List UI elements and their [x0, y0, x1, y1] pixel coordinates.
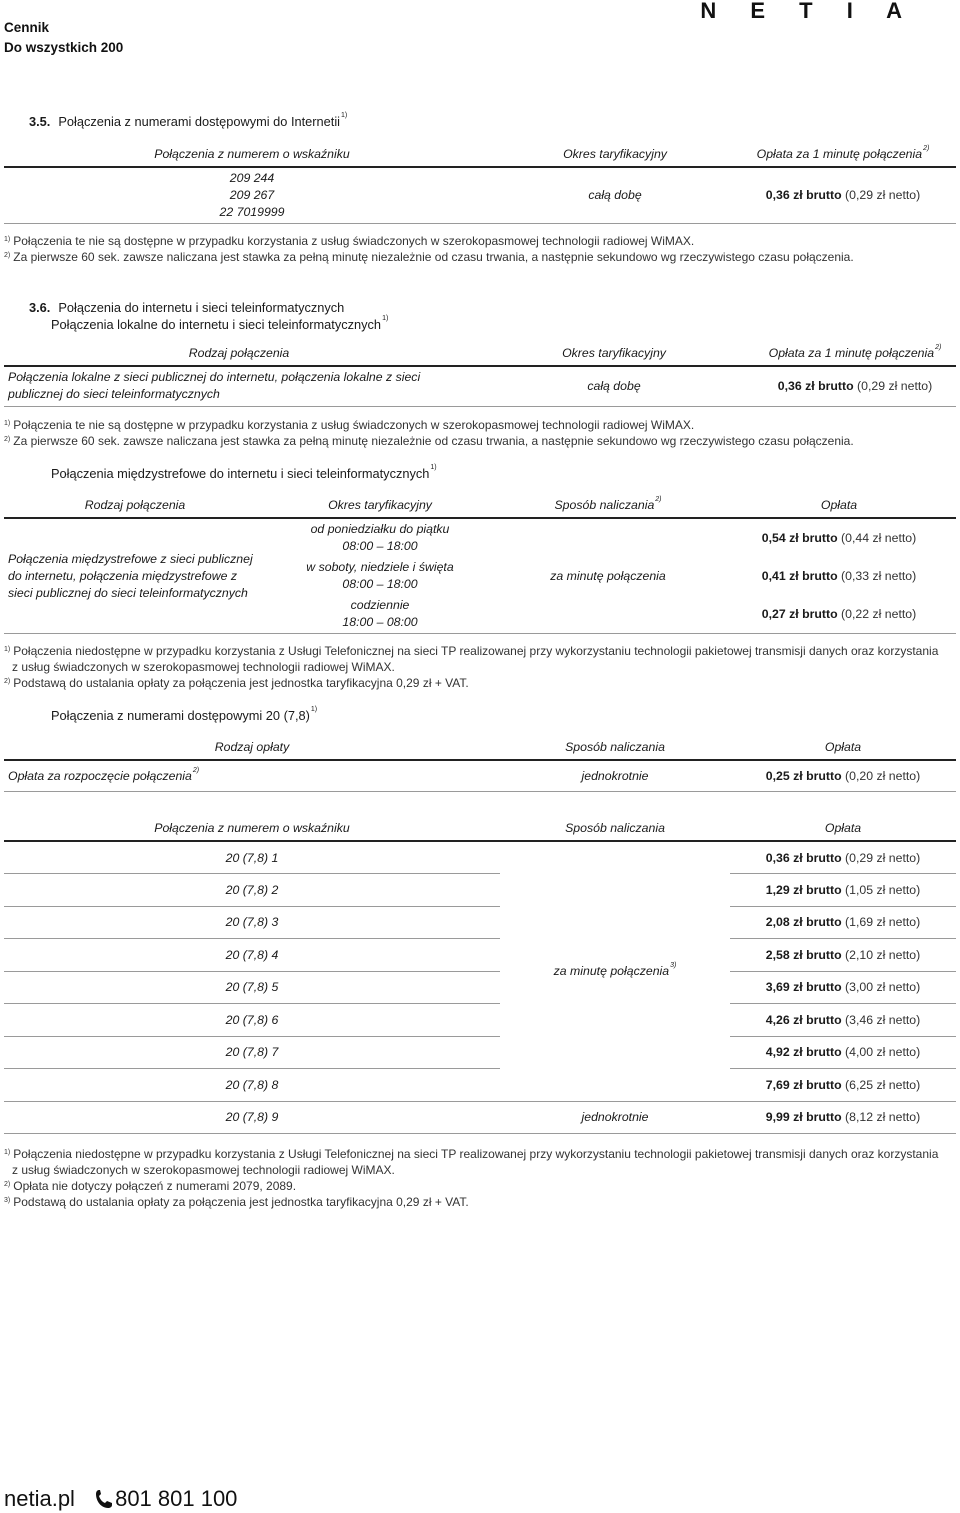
table-row: [4, 939, 956, 972]
table-row: [4, 1101, 956, 1133]
table-20-numbers: [4, 815, 956, 1134]
col-header-fee-type: Rodzaj opłaty: [4, 734, 500, 760]
col-header-type: Rodzaj połączenia: [4, 340, 474, 366]
section-3-6-subtitle: Połączenia lokalne do internetu i sieci teleinformatycznych$^{1)}$: [51, 315, 389, 332]
number-code: 20 (7,8) 8: [4, 1069, 500, 1102]
col-header-method: Sposób naliczania: [500, 815, 730, 841]
website-link[interactable]: netia.pl: [4, 1486, 75, 1511]
access-numbers: 209 244 209 267 22 7019999: [4, 167, 500, 223]
number-code: 20 (7,8) 6: [4, 1004, 500, 1037]
col-header-type: Rodzaj połączenia: [4, 492, 266, 518]
period-weekend: w soboty, niedziele i święta 08:00 – 18:00: [306, 560, 454, 591]
connection-type-cell: Połączenia międzystrefowe z sieci publicznej do internetu, połączenia międzystrefowe z sieci publicznej do sieci teleinformatycznych: [4, 518, 266, 634]
number-fee: 4,26 zł brutto (3,46 zł netto): [730, 1004, 956, 1037]
col-header-method: Sposób naliczania$^{2)}$: [494, 492, 722, 518]
table-row: [4, 906, 956, 939]
phone-number: 801 801 100: [115, 1486, 238, 1511]
col-header-number: Połączenia z numerem o wskaźniku: [4, 141, 500, 167]
number-fee: 3,69 zł brutto (3,00 zł netto): [730, 971, 956, 1004]
number-code: 20 (7,8) 7: [4, 1036, 500, 1069]
method-once: jednokrotnie: [500, 1101, 730, 1133]
col-header-period: Okres taryfikacyjny: [474, 340, 754, 366]
footer: [4, 1486, 237, 1512]
section-number: 3.5.: [29, 114, 51, 129]
number-code: 20 (7,8) 1: [4, 841, 500, 874]
table-20-start-fee: [4, 734, 956, 792]
number-code: 20 (7,8) 5: [4, 971, 500, 1004]
fee-night: 0,27 zł brutto (0,22 zł netto): [722, 595, 956, 634]
connection-type-cell: Połączenia lokalne z sieci publicznej do internetu, połączenia lokalne z sieci publicznej do sieci teleinformatycznych: [4, 366, 474, 406]
start-fee-value: 0,25 zł brutto (0,20 zł netto): [730, 760, 956, 791]
section-number: 3.6.: [29, 300, 51, 315]
method-cell: za minutę połączenia: [494, 518, 722, 634]
col-header-fee: Opłata: [730, 734, 956, 760]
section-3-6-title: 3.6. Połączenia do internetu i sieci teleinformatycznych: [29, 300, 345, 315]
col-header-fee: Opłata: [722, 492, 956, 518]
col-header-method: Sposób naliczania: [500, 734, 730, 760]
number-fee: 7,69 zł brutto (6,25 zł netto): [730, 1069, 956, 1102]
period-cell: całą dobę: [474, 366, 754, 406]
table-local-internet: [4, 340, 956, 407]
table-row: [4, 1004, 956, 1037]
number-code: 20 (7,8) 2: [4, 874, 500, 907]
number-fee: 1,29 zł brutto (1,05 zł netto): [730, 874, 956, 907]
start-fee-method: jednokrotnie: [500, 760, 730, 791]
table-row: [4, 874, 956, 907]
number-fee: 0,36 zł brutto (0,29 zł netto): [730, 841, 956, 874]
header-title-line1: Cennik: [4, 20, 50, 35]
number-code: 20 (7,8) 4: [4, 939, 500, 972]
intercity-subtitle: Połączenia międzystrefowe do internetu i sieci teleinformatycznych$^{1)}$: [51, 464, 437, 481]
col-header-fee: Opłata: [730, 815, 956, 841]
fee-cell: 0,36 zł brutto (0,29 zł netto): [754, 366, 956, 406]
number-fee: 2,08 zł brutto (1,69 zł netto): [730, 906, 956, 939]
footnotes-20: $^{1)}$ Połączenia niedostępne w przypadku korzystania z Usługi Telefonicznej na sieci TP realizowanej przy wykorzystaniu technologii pakietowej transmisji danych oraz korzystania z usług świadczonych w szerokopasmowej technologii radiowej WiMAX. $^{2)}$ Opłata nie dotyczy połączeń z numerami 2079, 2089. $^{3)}$ Podstawą do ustalania opłaty za połączenia jest jednostka taryfikacyjna 0,29 zł + VAT.: [4, 1147, 939, 1209]
header-title-line2: Do wszystkich 200: [4, 40, 124, 55]
table-row: [4, 971, 956, 1004]
col-header-fee: Opłata za 1 minutę połączenia$^{2)}$: [730, 141, 956, 167]
col-header-period: Okres taryfikacyjny: [266, 492, 494, 518]
fee-weekend: 0,41 zł brutto (0,33 zł netto): [761, 569, 917, 583]
footnotes-3-5: $^{1)}$ Połączenia te nie są dostępne w przypadku korzystania z usług świadczonych w szerokopasmowej technologii radiowej WiMAX. $^{2)}$ Za pierwsze 60 sek. zawsze naliczana jest stawka za pełną minutę niezależnie od czasu trwania, a następnie sekundowo wg rzeczywistego czasu połączenia.: [4, 234, 854, 264]
number-fee: 2,58 zł brutto (2,10 zł netto): [730, 939, 956, 972]
table-row: [4, 1069, 956, 1102]
table-intercity-internet: [4, 492, 956, 634]
section-title-text: Połączenia z numerami dostępowymi do Internetii: [58, 114, 341, 129]
access-20-subtitle: Połączenia z numerami dostępowymi 20 $(7,8)^{1)}$: [51, 706, 318, 723]
phone-icon: [95, 1489, 113, 1509]
number-code: 20 (7,8) 9: [4, 1101, 500, 1133]
footnotes-intercity: $^{1)}$ Połączenia niedostępne w przypadku korzystania z Usługi Telefonicznej na sieci TP realizowanej przy wykorzystaniu technologii pakietowej transmisji danych oraz korzystania z usług świadczonych w szerokopasmowej technologii radiowej WiMAX. $^{2)}$ Podstawą do ustalania opłaty za połączenia jest jednostka taryfikacyjna 0,29 zł + VAT.: [4, 644, 939, 690]
number-fee: 4,92 zł brutto (4,00 zł netto): [730, 1036, 956, 1069]
number-code: 20 (7,8) 3: [4, 906, 500, 939]
fee-weekday: 0,54 zł brutto (0,44 zł netto): [761, 531, 917, 545]
table-row: [4, 1036, 956, 1069]
period-weekday: od poniedziałku do piątku 08:00 – 18:00: [310, 522, 450, 553]
col-header-number: Połączenia z numerem o wskaźniku: [4, 815, 500, 841]
fee-cell: 0,36 zł brutto (0,29 zł netto): [730, 167, 956, 223]
document-header: [4, 18, 123, 58]
method-per-minute: za minutę połączenia$^{3)}$: [500, 841, 730, 1101]
start-fee-label: Opłata za rozpoczęcie połączenia$^{2)}$: [4, 760, 500, 791]
period-cell: całą dobę: [500, 167, 730, 223]
table-row: [4, 841, 956, 874]
col-header-fee: Opłata za 1 minutę połączenia$^{2)}$: [754, 340, 956, 366]
number-rows: [4, 841, 956, 1101]
number-fee: 9,99 zł brutto (8,12 zł netto): [730, 1101, 956, 1133]
netia-logo: N E T I A: [700, 0, 916, 23]
phone-contact[interactable]: [95, 1486, 237, 1511]
period-night: codziennie 18:00 – 08:00: [266, 595, 494, 634]
section-3-5-title: 3.5. Połączenia z numerami dostępowymi do Internetii$^{1)}$: [29, 112, 348, 129]
col-header-period: Okres taryfikacyjny: [500, 141, 730, 167]
footnotes-3-6: $^{1)}$ Połączenia te nie są dostępne w przypadku korzystania z usług świadczonych w szerokopasmowej technologii radiowej WiMAX. $^{2)}$ Za pierwsze 60 sek. zawsze naliczana jest stawka za pełną minutę niezależnie od czasu trwania, a następnie sekundowo wg rzeczywistego czasu połączenia.: [4, 418, 854, 448]
table-3-5: [4, 141, 956, 224]
